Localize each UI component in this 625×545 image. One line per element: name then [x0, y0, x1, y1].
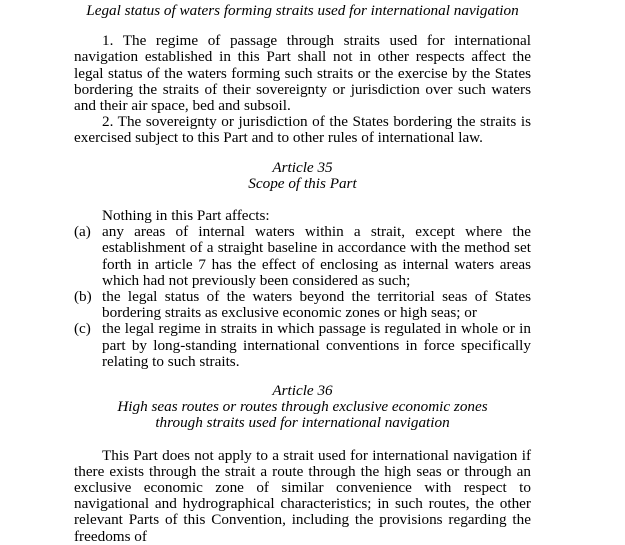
- list-item-marker: (a): [74, 223, 91, 241]
- article-36-title-line-1: High seas routes or routes through exclusive economic zones: [117, 398, 488, 416]
- list-item-marker: (c): [74, 320, 91, 338]
- spacer: [74, 19, 531, 33]
- spacer: [74, 192, 531, 208]
- article-35-list: [74, 224, 531, 370]
- list-item: [74, 289, 531, 321]
- list-item-text: any areas of internal waters within a strait, except where the establishment of a straight baseline in accordance with the method set forth in article 7 has the effect of enclosing as internal waters areas which had not previously been considered as such;: [102, 223, 531, 289]
- article-36-number: Article 36: [272, 382, 333, 400]
- spacer: [74, 147, 531, 160]
- article-35-intro: Nothing in this Part affects:: [102, 207, 270, 225]
- list-item-text: the legal status of the waters beyond the territorial seas of States bordering straits as exclusive economic zones or high seas; or: [102, 288, 531, 322]
- article-36-title-line-2: through straits used for international navigation: [155, 414, 450, 432]
- list-item: [74, 224, 531, 289]
- paragraph-2: 2. The sovereignty or jurisdiction of the States bordering the straits is exercised subject to this Part and to other rules of international law.: [74, 113, 531, 147]
- article-35-number: Article 35: [272, 158, 333, 176]
- spacer: [74, 432, 531, 448]
- paragraph-1: 1. The regime of passage through straits used for international navigation established in this Part shall not in other respects affect the legal status of the waters forming such straits or the exercise by the States bordering the straits of their sovereignty or jurisdiction over such waters and their air space, bed and subsoil.: [74, 32, 531, 115]
- list-item-text: the legal regime in straits in which passage is regulated in whole or in part by long-standing international conventions in force specifically relating to such straits.: [102, 320, 531, 370]
- document-content: [74, 3, 531, 545]
- article-36-body: This Part does not apply to a strait used for international navigation if there exists through the strait a route through the high seas or through an exclusive economic zone of similar convenience with respect to navigational and hydrographical characteristics; in such routes, the other relevant Parts of this Convention, including the provisions regarding the freedoms of: [74, 446, 531, 545]
- article-35-title: Scope of this Part: [248, 174, 357, 192]
- list-item: [74, 321, 531, 370]
- section-title: Legal status of waters forming straits used for international navigation: [86, 2, 519, 19]
- list-item-marker: (b): [74, 288, 92, 306]
